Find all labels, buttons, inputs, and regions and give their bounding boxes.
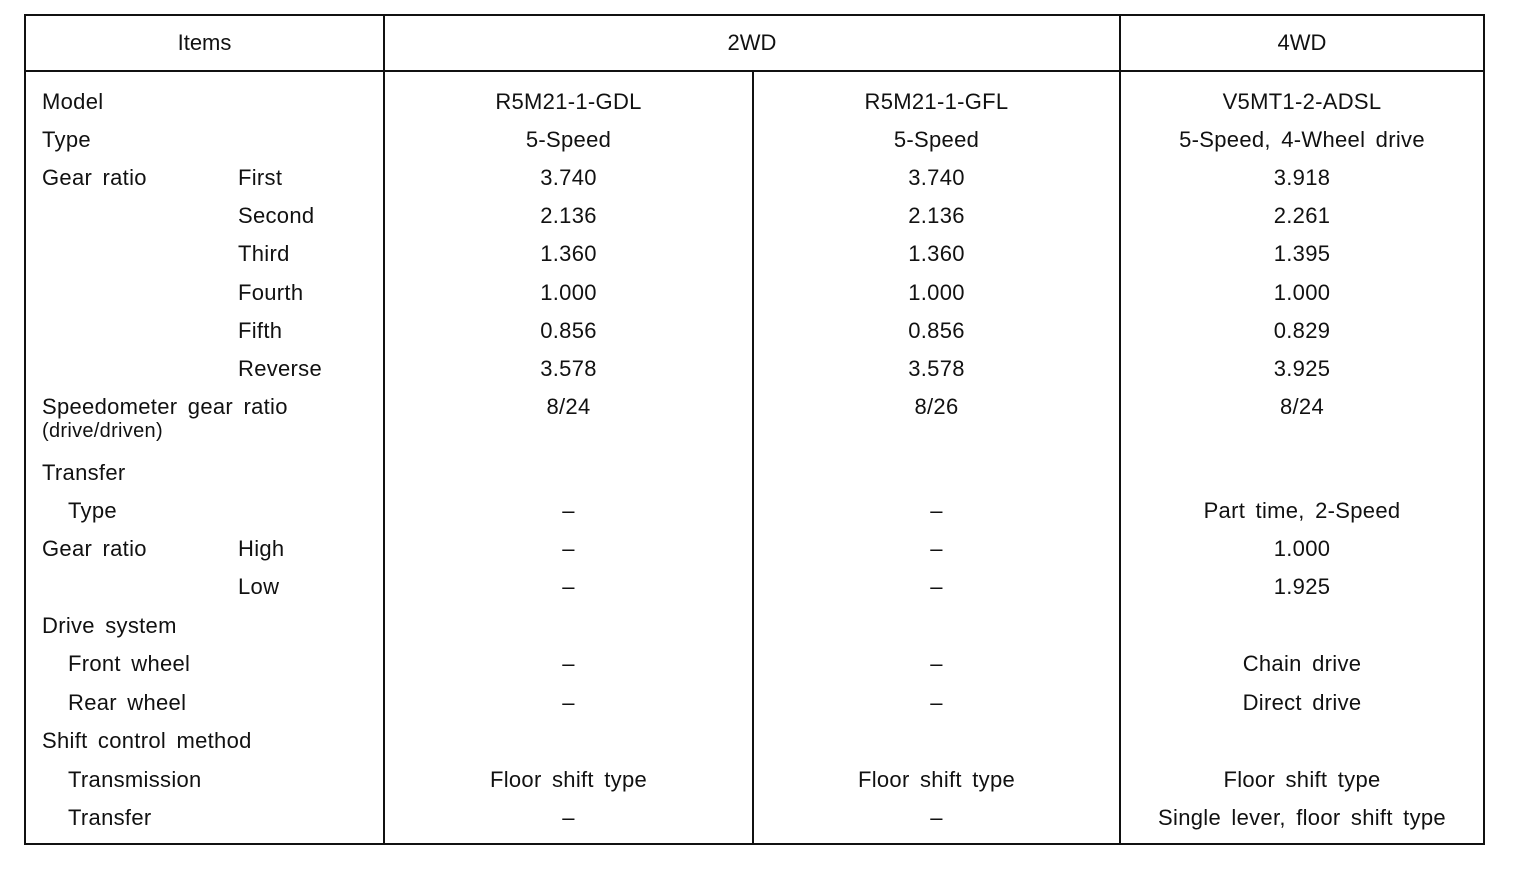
row-label: Transmission (68, 767, 202, 792)
table-cell-c2: – (930, 536, 943, 561)
table-cell-c3: 3.918 (1273, 165, 1331, 190)
row-sublabel: Fifth (238, 318, 283, 343)
table-cell-c2: – (930, 805, 943, 830)
table-cell-c1: Floor shift type (489, 767, 648, 792)
table-cell-c2: 5-Speed (893, 127, 980, 152)
table-cell-c3: Direct drive (1242, 690, 1362, 715)
table-cell-c1: 3.740 (540, 165, 597, 190)
table-cell-c3: 8/24 (1279, 394, 1325, 419)
table-cell-c2: R5M21-1-GFL (864, 89, 1009, 114)
table-cell-c1: R5M21-1-GDL (495, 89, 642, 114)
table-cell-c3: 2.261 (1273, 203, 1331, 228)
table-cell-c2: – (930, 651, 943, 676)
header-2wd: 2WD (727, 30, 777, 55)
row-label: Type (68, 498, 117, 523)
spec-table (24, 14, 1485, 845)
table-cell-c1: – (562, 498, 575, 523)
table-cell-c2: – (930, 690, 943, 715)
row-sublabel: Third (238, 241, 290, 266)
table-cell-c3: 1.000 (1273, 536, 1331, 561)
table-cell-c2: 1.360 (908, 241, 965, 266)
row-label: Shift control method (42, 728, 252, 753)
row-label: Transfer (42, 460, 126, 485)
table-cell-c1: 0.856 (540, 318, 597, 343)
table-cell-c3: 1.395 (1273, 241, 1331, 266)
table-cell-c2: 2.136 (908, 203, 965, 228)
table-cell-c3: Chain drive (1242, 651, 1362, 676)
row-sublabel: Low (238, 574, 280, 599)
table-cell-c1: 5-Speed (525, 127, 612, 152)
table-cell-c2: 0.856 (908, 318, 965, 343)
table-cell-c3: V5MT1-2-ADSL (1222, 89, 1382, 114)
table-cell-c3: 5-Speed, 4-Wheel drive (1179, 127, 1425, 152)
row-label: Model (42, 89, 104, 114)
row-label: Gear ratio (42, 165, 147, 190)
row-label: Type (42, 127, 91, 152)
table-cell-c2: – (930, 498, 943, 523)
row-sublabel: Second (238, 203, 315, 228)
row-label: Gear ratio (42, 536, 147, 561)
row-label: Rear wheel (68, 690, 187, 715)
row-label: Speedometer gear ratio (42, 394, 288, 419)
row-label-continuation: (drive/driven) (42, 420, 163, 442)
table-cell-c1: 1.360 (540, 241, 597, 266)
header-items: Items (177, 30, 232, 55)
row-label: Front wheel (68, 651, 191, 676)
table-cell-c3: Part time, 2-Speed (1203, 498, 1401, 523)
table-cell-c1: – (562, 574, 575, 599)
table-cell-c2: 1.000 (908, 280, 965, 305)
table-cell-c2: – (930, 574, 943, 599)
table-cell-c1: – (562, 690, 575, 715)
table-cell-c1: – (562, 651, 575, 676)
table-cell-c1: 3.578 (540, 356, 597, 381)
table-cell-c3: 1.925 (1273, 574, 1331, 599)
table-cell-c3: 0.829 (1273, 318, 1331, 343)
table-cell-c2: 8/26 (914, 394, 959, 419)
table-cell-c1: – (562, 536, 575, 561)
table-cell-c1: – (562, 805, 575, 830)
table-cell-c3: 3.925 (1273, 356, 1331, 381)
row-sublabel: High (238, 536, 285, 561)
table-cell-c3: Floor shift type (1223, 767, 1381, 792)
table-cell-c1: 1.000 (540, 280, 597, 305)
row-sublabel: First (238, 165, 283, 190)
table-cell-c3: 1.000 (1273, 280, 1331, 305)
header-divider (26, 70, 1483, 72)
table-cell-c2: 3.578 (908, 356, 965, 381)
header-4wd: 4WD (1277, 30, 1327, 55)
table-cell-c2: Floor shift type (857, 767, 1016, 792)
row-sublabel: Reverse (238, 356, 323, 381)
table-cell-c2: 3.740 (908, 165, 965, 190)
table-cell-c1: 2.136 (540, 203, 597, 228)
table-cell-c1: 8/24 (546, 394, 591, 419)
row-sublabel: Fourth (238, 280, 304, 305)
row-label: Transfer (68, 805, 152, 830)
row-label: Drive system (42, 613, 177, 638)
table-cell-c3: Single lever, floor shift type (1158, 805, 1446, 830)
